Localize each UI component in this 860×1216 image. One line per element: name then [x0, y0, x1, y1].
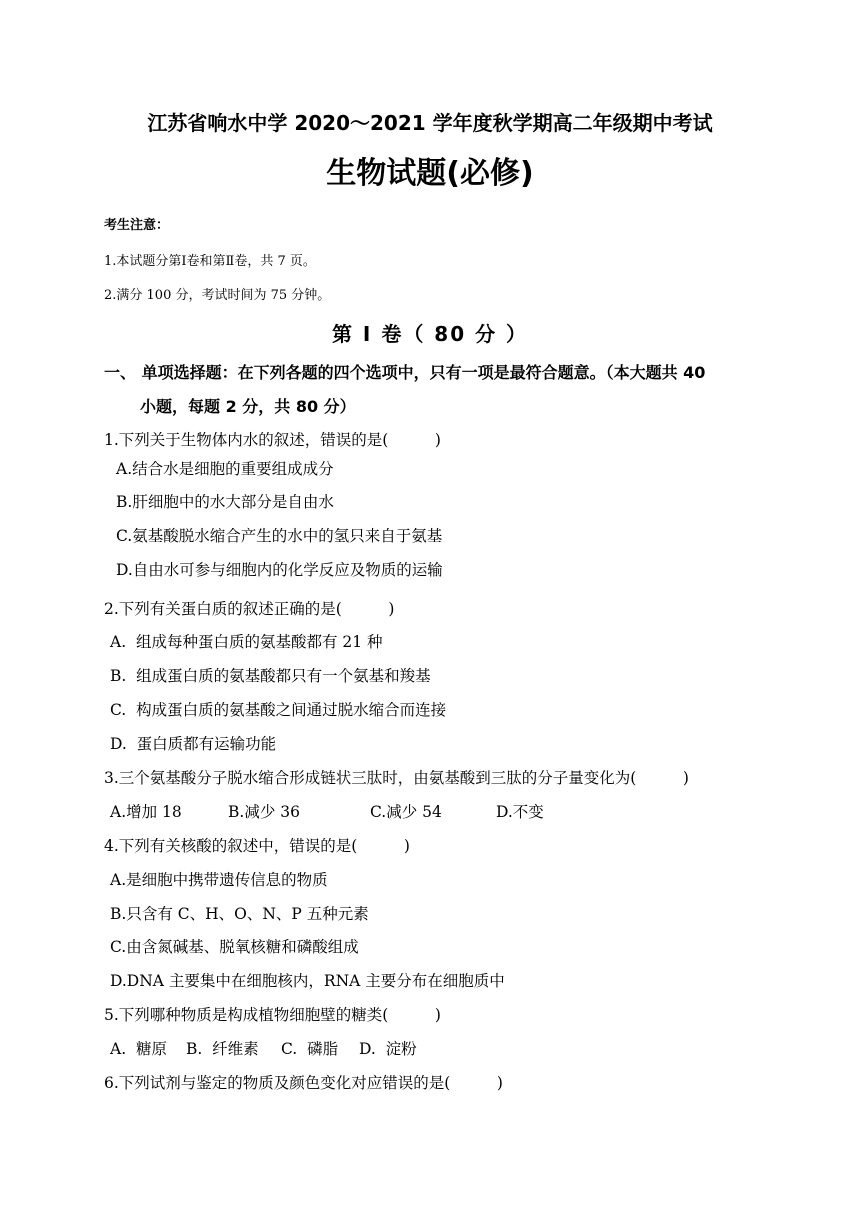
notice-item: 2.满分 100 分，考试时间为 75 分钟。 [104, 288, 331, 303]
question-1-option-a: A.结合水是细胞的重要组成成分 [116, 460, 334, 478]
question-4-option-d: D.DNA 主要集中在细胞核内，RNA 主要分布在细胞质中 [110, 972, 505, 990]
question-3-options [110, 800, 544, 822]
question-5-option-b: B. 纤维素 [186, 1040, 259, 1058]
question-2-option-a: A. 组成每种蛋白质的氨基酸都有 21 种 [110, 633, 383, 651]
question-2-stem: 2.下列有关蛋白质的叙述正确的是( ) [104, 600, 395, 618]
question-4-option-a: A.是细胞中携带遗传信息的物质 [110, 871, 328, 889]
question-4-option-b: B.只含有 C、H、O、N、P 五种元素 [110, 905, 369, 923]
question-2-option-b: B. 组成蛋白质的氨基酸都只有一个氨基和羧基 [110, 667, 431, 685]
question-5-option-c: C. 磷脂 [281, 1040, 339, 1058]
question-3-option-d: D.不变 [496, 803, 544, 821]
question-5-option-d: D. 淀粉 [359, 1040, 417, 1058]
question-1-option-b: B.肝细胞中的水大部分是自由水 [116, 493, 334, 511]
question-3-stem: 3.三个氨基酸分子脱水缩合形成链状三肽时，由氨基酸到三肽的分子量变化为( ) [104, 769, 689, 787]
question-4-stem: 4.下列有关核酸的叙述中，错误的是( ) [104, 837, 410, 855]
question-5-options [110, 1037, 417, 1059]
question-2-option-c: C. 构成蛋白质的氨基酸之间通过脱水缩合而连接 [110, 701, 447, 719]
question-3-option-a: A.增加 18 [110, 803, 182, 821]
question-1-option-d: D.自由水可参与细胞内的化学反应及物质的运输 [116, 561, 443, 579]
question-2-option-d: D. 蛋白质都有运输功能 [110, 735, 277, 753]
question-4-option-c: C.由含氮碱基、脱氧核糖和磷酸组成 [110, 938, 359, 956]
notice-item: 1.本试题分第Ⅰ卷和第Ⅱ卷，共 7 页。 [104, 254, 316, 269]
question-3-option-b: B.减少 36 [228, 803, 300, 821]
question-6-stem: 6.下列试剂与鉴定的物质及颜色变化对应错误的是( ) [104, 1074, 503, 1092]
notice-title: 考生注意： [104, 218, 170, 233]
question-5-stem: 5.下列哪种物质是构成植物细胞壁的糖类( ) [104, 1006, 441, 1024]
question-1-option-c: C.氨基酸脱水缩合产生的水中的氢只来自于氨基 [116, 527, 443, 545]
question-5-option-a: A. 糖原 [110, 1040, 167, 1058]
section-heading: 一、 单项选择题：在下列各题的四个选项中，只有一项是最符合题意。（本大题共 40 [104, 363, 706, 382]
section-heading-cont: 小题，每题 2 分，共 80 分） [140, 397, 356, 416]
question-1-stem: 1.下列关于生物体内水的叙述，错误的是( ) [104, 431, 441, 449]
part-title: 第 Ⅰ 卷（ 80 分 ） [331, 322, 529, 346]
exam-subtitle: 生物试题(必修) [326, 156, 534, 191]
question-3-option-c: C.减少 54 [370, 803, 442, 821]
exam-title: 江苏省响水中学 2020～2021 学年度秋学期高二年级期中考试 [147, 111, 713, 135]
